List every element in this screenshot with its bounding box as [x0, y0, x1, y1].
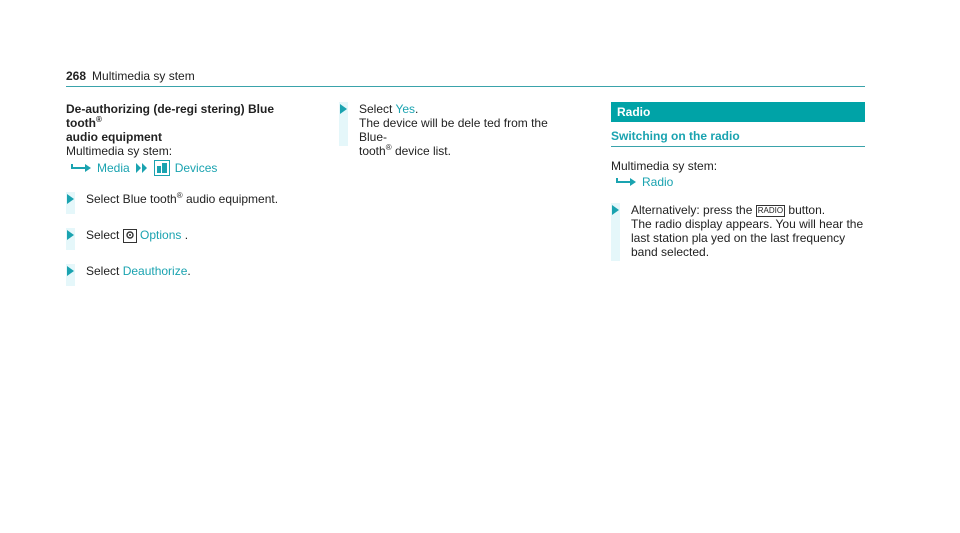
step-text-prefix: Select	[359, 102, 396, 116]
step-bar	[66, 192, 75, 214]
step-bar	[66, 264, 75, 286]
step-text-suffix: audio equipment.	[182, 192, 279, 206]
step-bar	[339, 102, 348, 146]
page-number: 268	[66, 69, 87, 83]
menu-path-radio[interactable]: Radio	[642, 175, 674, 189]
step-text-prefix: Alternatively: press the	[631, 203, 756, 217]
step-text	[75, 192, 278, 214]
subsection-title: Switching on the radio	[611, 129, 865, 147]
menu-path-devices[interactable]: Devices	[174, 161, 218, 175]
double-chevron-icon	[135, 162, 149, 174]
path-arrow-icon	[615, 176, 637, 188]
step-select-bluetooth	[66, 192, 286, 214]
step-text-prefix: Select	[86, 228, 123, 242]
deauthorize-heading-text: De-authorizing (de-regi stering) Blue tooth	[66, 102, 275, 130]
step-text	[620, 203, 863, 261]
column-right	[611, 102, 865, 261]
step-result-line: device list.	[391, 144, 451, 158]
menu-path-media[interactable]: Media	[97, 161, 130, 175]
step-result-line: The radio display appears. You will hear the	[631, 217, 864, 231]
step-arrow-icon	[67, 230, 74, 240]
step-text-prefix: Select	[86, 264, 123, 278]
step-select-yes	[339, 102, 564, 158]
deauthorize-link[interactable]: Deauthorize	[122, 264, 188, 278]
step-arrow-icon	[67, 194, 74, 204]
step-result-line: band selected.	[631, 245, 710, 259]
step-arrow-icon	[67, 266, 74, 276]
page-header	[66, 69, 195, 83]
yes-link[interactable]: Yes	[395, 102, 416, 116]
deauthorize-heading	[66, 102, 286, 144]
deauthorize-heading-line2: audio equipment	[66, 130, 162, 144]
step-bar	[611, 203, 620, 261]
page-header-title: Multimedia sy stem	[92, 69, 195, 83]
step-text-prefix: Select Blue tooth	[86, 192, 177, 206]
step-result-line: tooth	[359, 144, 386, 158]
step-select-deauthorize	[66, 264, 286, 286]
step-arrow-icon	[340, 104, 347, 114]
step-text-suffix: button.	[785, 203, 826, 217]
registered-mark: ®	[176, 191, 183, 200]
step-bar	[66, 228, 75, 250]
step-text-suffix: .	[187, 264, 191, 278]
options-gear-icon	[123, 229, 137, 243]
intro-text: Multimedia sy stem:	[611, 159, 718, 173]
menu-path	[66, 160, 286, 176]
column-left	[66, 102, 286, 286]
section-title-radio: Radio	[611, 102, 865, 122]
registered-mark: ®	[385, 143, 392, 152]
step-text-suffix: .	[415, 102, 419, 116]
step-text-suffix: .	[181, 228, 189, 242]
options-link[interactable]: Options	[140, 228, 182, 242]
menu-path	[611, 175, 865, 189]
column-middle	[339, 102, 564, 158]
devices-icon	[154, 160, 170, 176]
registered-mark: ®	[95, 115, 102, 124]
path-arrow-icon	[70, 162, 92, 174]
step-press-radio	[611, 203, 865, 261]
header-divider	[66, 86, 865, 87]
step-text	[75, 228, 188, 250]
step-text	[75, 264, 191, 286]
intro-text: Multimedia sy stem:	[66, 144, 173, 158]
step-select-options	[66, 228, 286, 250]
step-result-line: The device will be dele ted from the Blue-	[359, 116, 548, 144]
radio-button-icon: RADIO	[757, 205, 784, 215]
step-result-line: last station pla yed on the last frequency	[631, 231, 846, 245]
step-text	[348, 102, 564, 158]
step-arrow-icon	[612, 205, 619, 215]
